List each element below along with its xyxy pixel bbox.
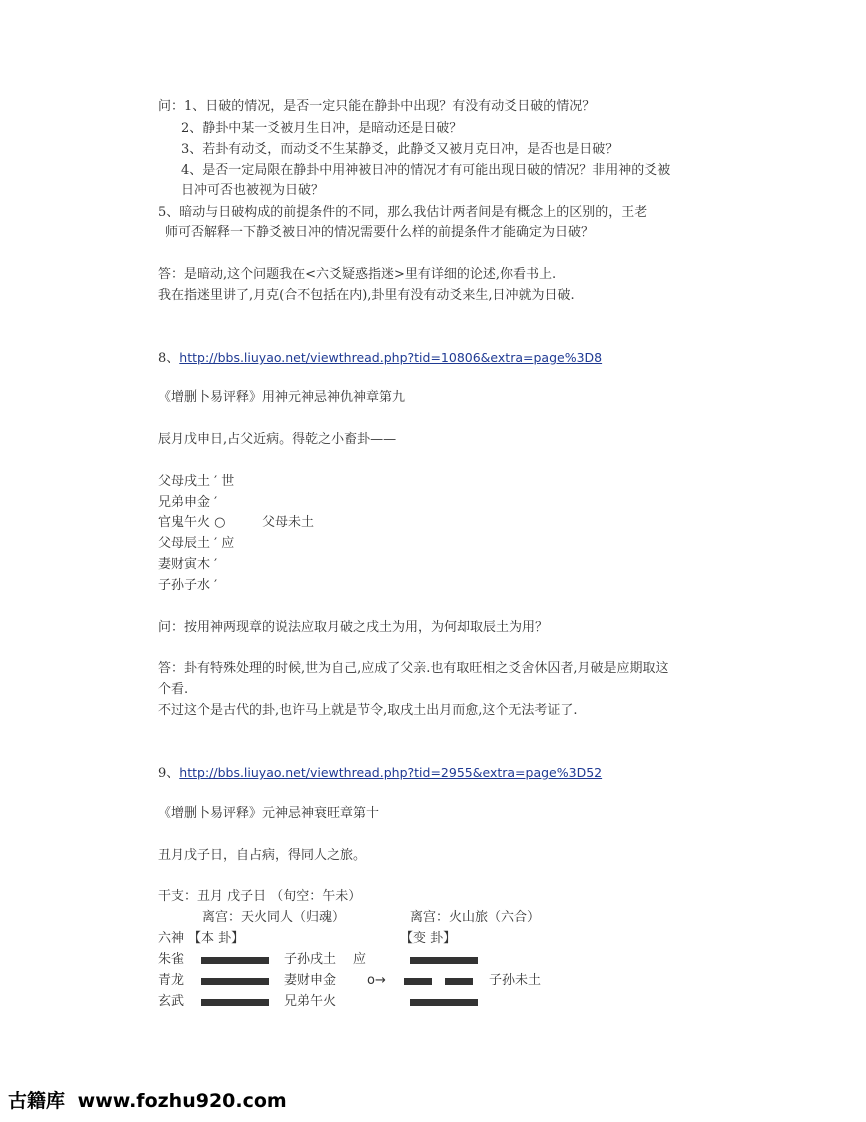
section-8-case: 辰月戊申日,占父近病。得乾之小畜卦—— [158,432,397,447]
section-8-heading [158,349,602,368]
hexagram-line-mark: 应 [353,952,367,967]
section-8-answer-3: 不过这个是古代的卦,也许马上就是节令,取戌土出月而愈,这个无法考证了. [158,703,578,718]
answer-line-2: 我在指迷里讲了,月克(合不包括在内),卦里有没有动爻来生,日冲就为日破. [158,288,575,303]
hexagram-line-6: 子孙子水 ′ [158,578,218,593]
yang-line-bar [201,957,269,964]
question-line-3: 3、若卦有动爻，而动爻不生某静爻，此静爻又被月克日冲，是否也是日破？ [181,142,619,157]
hexagram-changed-line: 父母未土 [262,515,315,530]
hexagram-line-label: 子孙戌土 [284,952,337,967]
hexagram-line-1: 父母戌土 ′ 世 [158,474,235,489]
moving-line-marker: o→ [367,973,386,988]
section-9-number: 9、 [158,766,180,781]
question-line-7: 师可否解释一下静爻被日冲的情况需要什么样的前提条件才能确定为日破？ [165,225,595,240]
hexagram-line-5: 妻财寅木 ′ [158,557,218,572]
yang-line-bar [201,978,269,985]
palace-right: 离宫：火山旅（六合） [410,910,541,925]
section-8-question: 问：按用神两现章的说法应取月破之戌土为用，为何却取辰土为用？ [158,620,549,635]
section-9-case: 丑月戊子日，自占病，得同人之旅。 [158,848,367,863]
hexagram-line-2: 兄弟申金 ′ [158,495,218,510]
footer-watermark [8,1086,287,1113]
yang-line-bar [201,999,269,1006]
answer-line-1: 答：是暗动,这个问题我在<六爻疑惑指迷>里有详细的论述,你看书上. [158,267,557,282]
liushen-label: 六神 [158,931,185,946]
yang-line-bar [410,999,478,1006]
footer-brand: 古籍库 [8,1090,66,1112]
yin-line-bar-left [404,978,432,985]
footer-site[interactable]: www.fozhu920.com [77,1090,287,1112]
section-8-answer-2: 个看. [158,682,189,697]
bian-gua-label: 【变 卦】 [400,931,457,946]
hexagram-line-3: 官鬼午火 ○ [158,515,226,530]
ganzhi-line: 干支：丑月 戊子日 （旬空：午未） [158,889,362,904]
section-9-title: 《增删卜易评释》元神忌神衰旺章第十 [158,806,380,821]
question-line-5: 日冲可否也被视为日破？ [181,183,325,198]
liushen-god: 朱雀 [158,952,185,967]
liushen-god: 青龙 [158,973,185,988]
yang-line-bar [410,957,478,964]
section-8-number: 8、 [158,351,180,366]
section-9-heading [158,764,602,783]
section-8-answer-1: 答：卦有特殊处理的时候,世为自己,应成了父亲.也有取旺相之爻舍休囚者,月破是应期取这 [158,661,669,676]
ben-gua-label: 【本 卦】 [188,931,245,946]
section-8-link[interactable]: http://bbs.liuyao.net/viewthread.php?tid=10806&extra=page%3D8 [179,350,603,365]
hexagram-line-label: 兄弟午火 [284,994,337,1009]
question-line-4: 4、是否一定局限在静卦中用神被日冲的情况才有可能出现日破的情况？非用神的爻被 [181,163,671,178]
question-line-1: 问：1、日破的情况，是否一定只能在静卦中出现？有没有动爻日破的情况？ [158,99,596,114]
question-line-2: 2、静卦中某一爻被月生日冲，是暗动还是日破？ [181,121,463,136]
changed-line-label: 子孙未土 [489,973,542,988]
yin-line-bar-right [445,978,473,985]
section-9-link[interactable]: http://bbs.liuyao.net/viewthread.php?tid=2955&extra=page%3D52 [179,765,603,780]
liushen-god: 玄武 [158,994,185,1009]
palace-left: 离宫：天火同人（归魂） [202,910,346,925]
section-8-title: 《增删卜易评释》用神元神忌神仇神章第九 [158,390,406,405]
question-line-6: 5、暗动与日破构成的前提条件的不同，那么我估计两者间是有概念上的区别的，王老 [158,205,648,220]
hexagram-line-4: 父母辰土 ′ 应 [158,536,235,551]
hexagram-line-label: 妻财申金 [284,973,337,988]
